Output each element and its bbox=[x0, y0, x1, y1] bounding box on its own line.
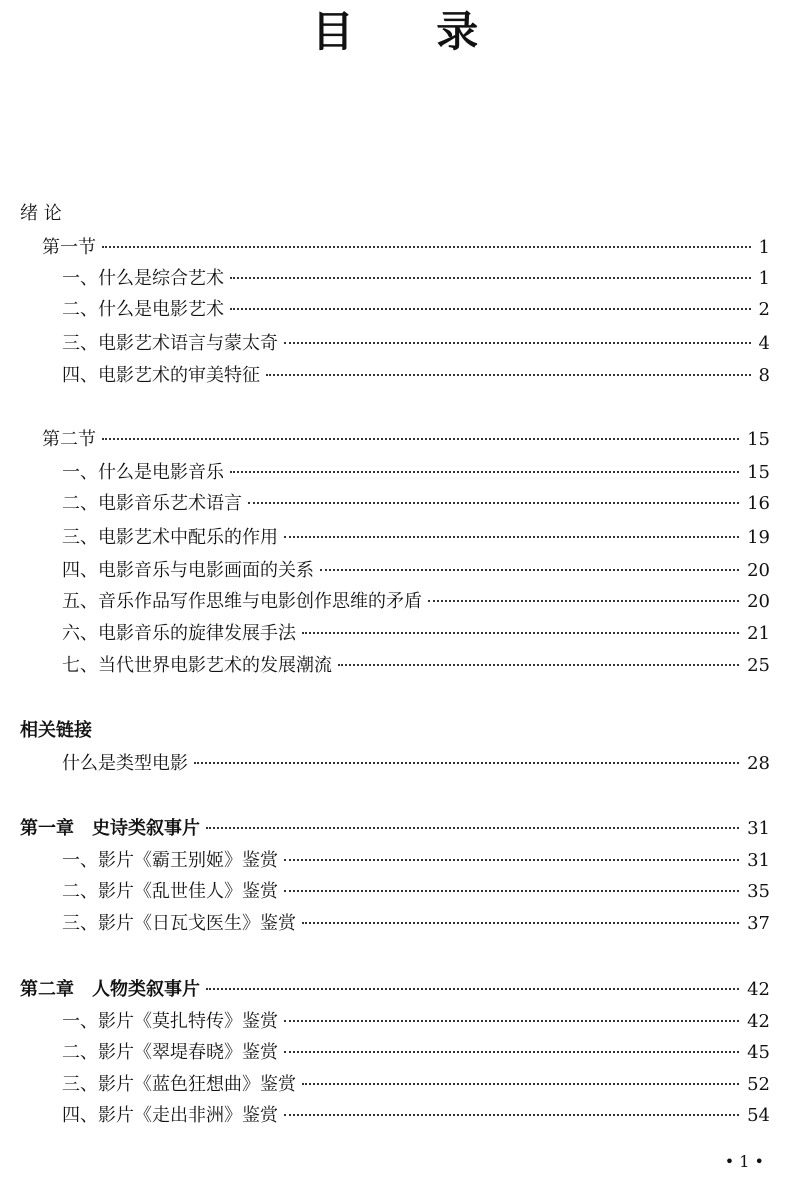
leader-dots bbox=[302, 632, 739, 634]
toc-entry-page: 8 bbox=[758, 365, 770, 386]
toc-entry-page: 20 bbox=[747, 591, 770, 612]
toc-entry-label: 七、当代世界电影艺术的发展潮流 bbox=[62, 655, 332, 676]
chapter-label: 第一章 史诗类叙事片 bbox=[20, 818, 200, 839]
toc-entry[interactable] bbox=[62, 492, 770, 516]
toc-entry-chapter-2[interactable] bbox=[20, 978, 770, 1002]
toc-entry-label: 一、什么是综合艺术 bbox=[62, 268, 224, 289]
toc-entry[interactable] bbox=[62, 559, 770, 583]
toc-entry-section-1[interactable] bbox=[42, 236, 770, 260]
toc-entry-page: 28 bbox=[747, 753, 770, 774]
toc-entry-page: 25 bbox=[747, 655, 770, 676]
toc-entry[interactable] bbox=[62, 1073, 770, 1097]
leader-dots bbox=[284, 536, 739, 538]
toc-entry[interactable] bbox=[62, 912, 770, 936]
toc-entry-page: 42 bbox=[747, 1011, 770, 1032]
toc-entry-label: 三、影片《蓝色狂想曲》鉴赏 bbox=[62, 1074, 296, 1095]
leader-dots bbox=[302, 922, 739, 924]
leader-dots bbox=[230, 471, 739, 473]
leader-dots bbox=[230, 277, 751, 279]
leader-dots bbox=[230, 308, 751, 310]
toc-entry-page: 16 bbox=[747, 493, 770, 514]
toc-entry-page: 31 bbox=[747, 850, 770, 871]
related-heading: 相关链接 bbox=[20, 720, 92, 741]
toc-entry-chapter-1[interactable] bbox=[20, 817, 770, 841]
toc-entry-page: 1 bbox=[758, 237, 770, 258]
toc-entry[interactable] bbox=[62, 654, 770, 678]
leader-dots bbox=[206, 827, 739, 829]
toc-entry[interactable] bbox=[62, 267, 770, 291]
toc-entry[interactable] bbox=[62, 590, 770, 614]
toc-entry-page: 1 bbox=[758, 268, 770, 289]
toc-entry-label: 四、影片《走出非洲》鉴赏 bbox=[62, 1105, 278, 1126]
toc-entry-label: 一、什么是电影音乐 bbox=[62, 462, 224, 483]
leader-dots bbox=[284, 890, 739, 892]
toc-entry-page: 35 bbox=[747, 881, 770, 902]
leader-dots bbox=[428, 600, 739, 602]
toc-entry-page: 54 bbox=[747, 1105, 770, 1126]
leader-dots bbox=[194, 762, 739, 764]
toc-entry-page: 31 bbox=[747, 818, 770, 839]
leader-dots bbox=[284, 1051, 739, 1053]
toc-entry-label: 第二节 bbox=[42, 429, 96, 450]
toc-entry-page: 15 bbox=[747, 429, 770, 450]
leader-dots bbox=[284, 342, 751, 344]
page-title: 目 录 bbox=[311, 7, 513, 56]
toc-entry[interactable] bbox=[62, 849, 770, 873]
toc-entry[interactable] bbox=[62, 364, 770, 388]
toc-entry-page: 42 bbox=[747, 979, 770, 1000]
toc-entry-label: 二、什么是电影艺术 bbox=[62, 299, 224, 320]
toc-entry-label: 四、电影音乐与电影画面的关系 bbox=[62, 560, 314, 581]
toc-entry-label: 什么是类型电影 bbox=[62, 753, 188, 774]
intro-heading: 绪 论 bbox=[20, 203, 62, 224]
leader-dots bbox=[284, 859, 739, 861]
toc-entry-label: 一、影片《莫扎特传》鉴赏 bbox=[62, 1011, 278, 1032]
toc-entry-page: 20 bbox=[747, 560, 770, 581]
toc-entry-label: 五、音乐作品写作思维与电影创作思维的矛盾 bbox=[62, 591, 422, 612]
toc-entry[interactable] bbox=[62, 298, 770, 322]
toc-entry-page: 2 bbox=[758, 299, 770, 320]
toc-entry[interactable] bbox=[62, 880, 770, 904]
toc-entry[interactable] bbox=[62, 332, 770, 356]
toc-entry[interactable] bbox=[62, 461, 770, 485]
toc-entry[interactable] bbox=[62, 1104, 770, 1128]
toc-entry-label: 三、电影艺术语言与蒙太奇 bbox=[62, 333, 278, 354]
leader-dots bbox=[320, 569, 739, 571]
toc-entry[interactable] bbox=[62, 752, 770, 776]
toc-entry-label: 二、影片《翠堤春晓》鉴赏 bbox=[62, 1042, 278, 1063]
toc-entry-page: 15 bbox=[747, 462, 770, 483]
toc-entry-label: 二、电影音乐艺术语言 bbox=[62, 493, 242, 514]
leader-dots bbox=[206, 988, 739, 990]
leader-dots bbox=[248, 502, 739, 504]
toc-entry-section-2[interactable] bbox=[42, 428, 770, 452]
toc-entry-page: 4 bbox=[758, 333, 770, 354]
toc-entry-label: 一、影片《霸王别姬》鉴赏 bbox=[62, 850, 278, 871]
toc-entry[interactable] bbox=[62, 1010, 770, 1034]
toc-entry-label: 三、电影艺术中配乐的作用 bbox=[62, 527, 278, 548]
toc-entry[interactable] bbox=[62, 622, 770, 646]
toc-entry-label: 六、电影音乐的旋律发展手法 bbox=[62, 623, 296, 644]
page-number: • 1 • bbox=[724, 1152, 764, 1171]
toc-entry-page: 52 bbox=[747, 1074, 770, 1095]
leader-dots bbox=[302, 1083, 739, 1085]
toc-entry-page: 37 bbox=[747, 913, 770, 934]
toc-entry-label: 二、影片《乱世佳人》鉴赏 bbox=[62, 881, 278, 902]
leader-dots bbox=[102, 438, 739, 440]
toc-entry-label: 三、影片《日瓦戈医生》鉴赏 bbox=[62, 913, 296, 934]
leader-dots bbox=[266, 374, 751, 376]
toc-entry-page: 19 bbox=[747, 527, 770, 548]
toc-entry-label: 四、电影艺术的审美特征 bbox=[62, 365, 260, 386]
toc-entry-page: 21 bbox=[747, 623, 770, 644]
toc-entry-label: 第一节 bbox=[42, 237, 96, 258]
leader-dots bbox=[102, 246, 751, 248]
toc-entry[interactable] bbox=[62, 1041, 770, 1065]
chapter-label: 第二章 人物类叙事片 bbox=[20, 979, 200, 1000]
toc-entry[interactable] bbox=[62, 526, 770, 550]
toc-entry-page: 45 bbox=[747, 1042, 770, 1063]
leader-dots bbox=[338, 664, 739, 666]
leader-dots bbox=[284, 1114, 739, 1116]
leader-dots bbox=[284, 1020, 739, 1022]
